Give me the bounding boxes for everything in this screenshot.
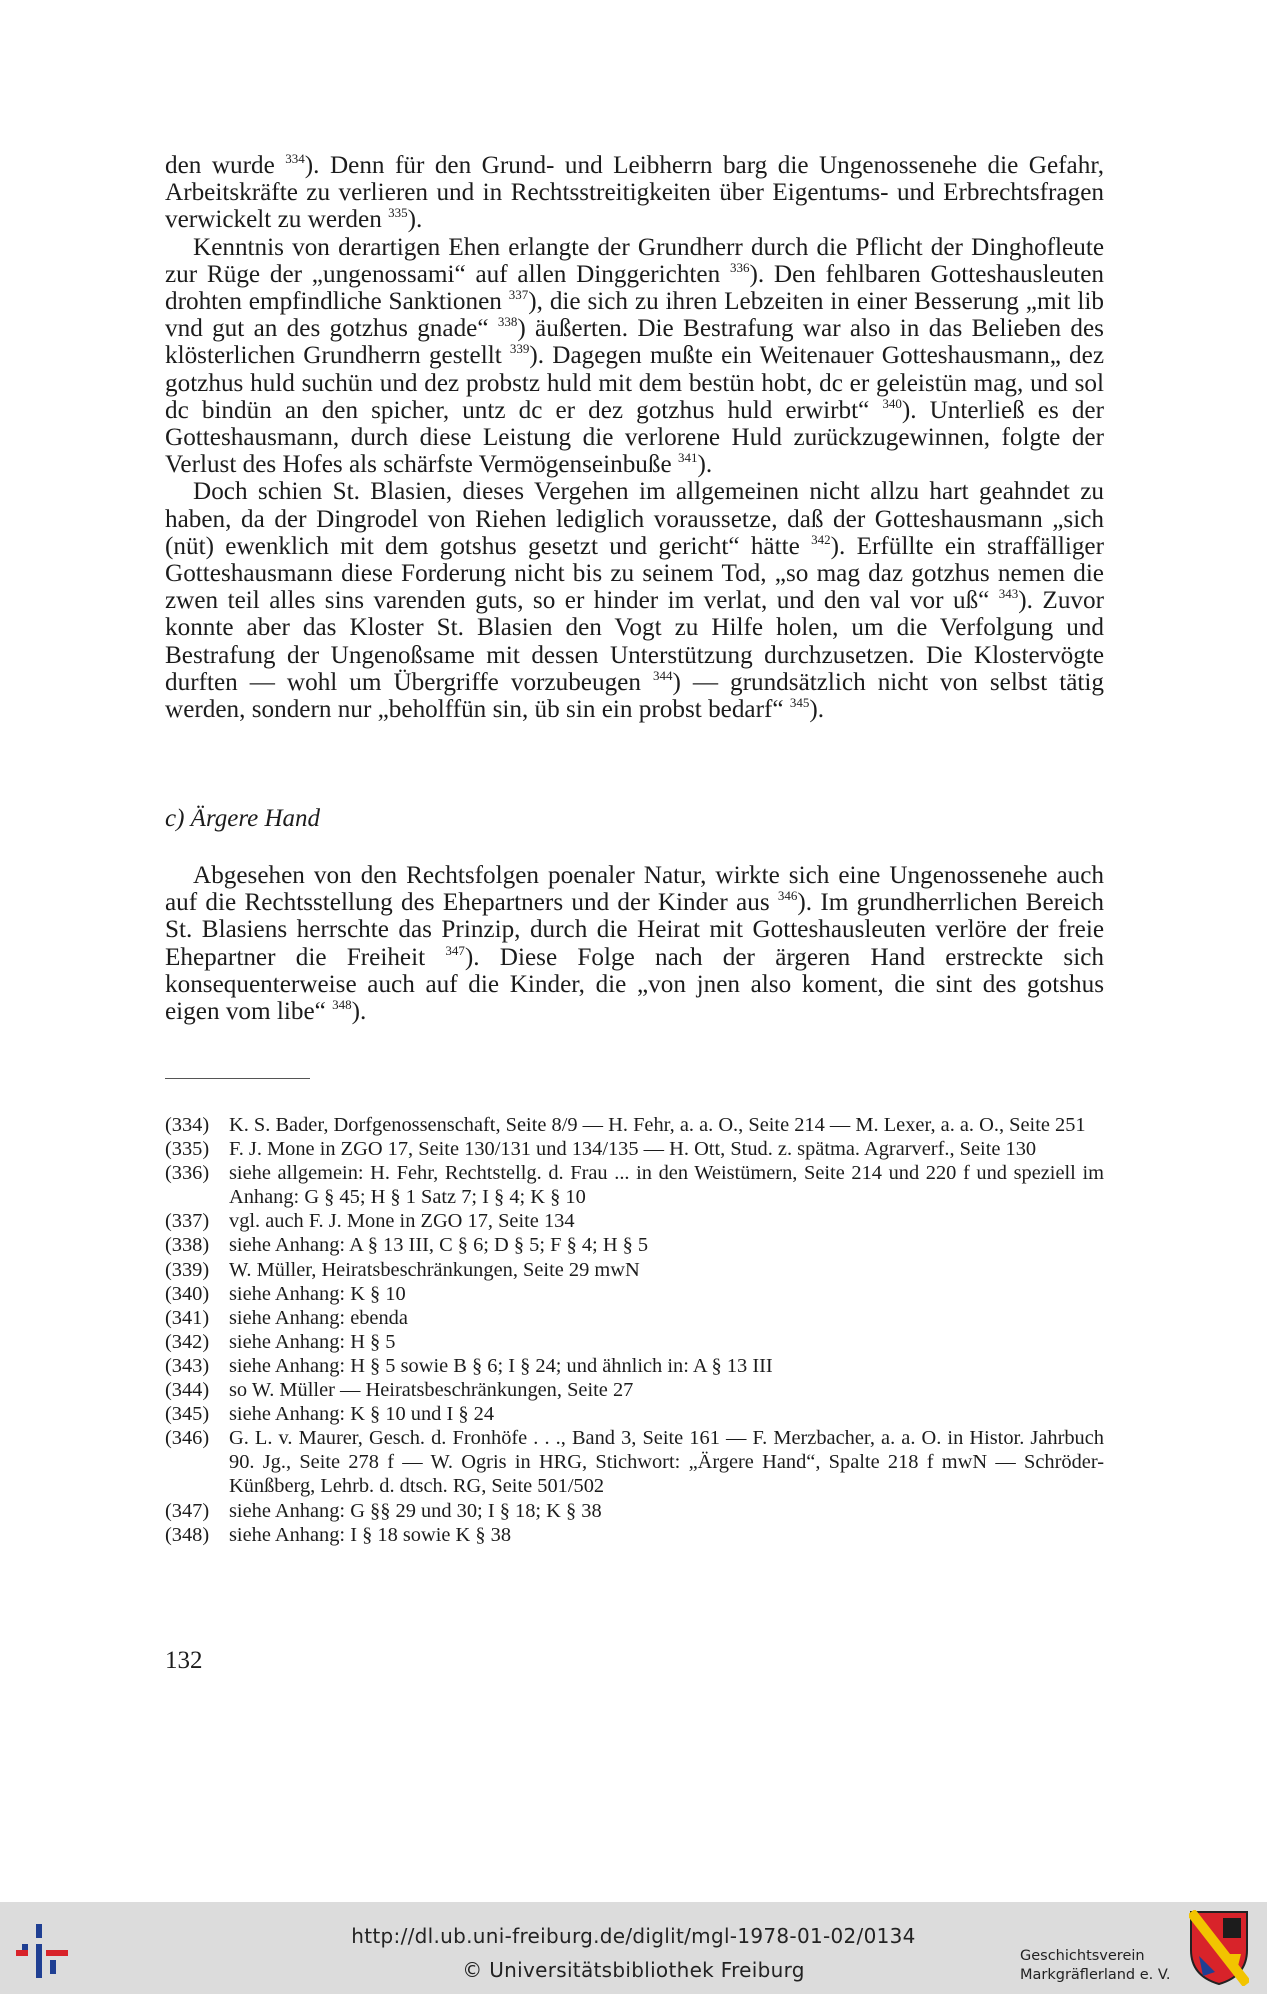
- footnote-text: vgl. auch F. J. Mone in ZGO 17, Seite 134: [229, 1210, 575, 1233]
- body-text-bottom: [165, 862, 1104, 1025]
- society-name-line2: Markgräflerland e. V.: [1020, 1967, 1171, 1983]
- paragraph: Abgesehen von den Rechtsfolgen poenaler Natur, wirkte sich eine Ungenossenehe auch auf die Rechtsstellung des Ehepartners und der Kinder aus $^{346}$). Im grundherrlichen Bereich St. Blasiens herrschte das Prinzip, durch die Heirat mit Gotteshausleuten verlöre der freie Ehepartner die Freiheit $^{347}$). Diese Folge nach der ärgeren Hand erstreckte sich konsequenterweise auch auf die Kinder, die „von jnen also koment, die sint des gotshus eigen vom libe“ $^{348}$).: [165, 862, 1104, 1026]
- footnote-ref: 346: [777, 888, 798, 904]
- footnote-number: (345): [165, 1403, 210, 1426]
- section-heading: c) Ärgere Hand: [165, 805, 321, 832]
- footnote-ref: 344: [652, 667, 673, 683]
- footnote: [165, 1209, 1104, 1233]
- footnote: [165, 1306, 1104, 1330]
- footnote-text: W. Müller, Heiratsbeschränkungen, Seite 29 mwN: [229, 1258, 640, 1281]
- coat-of-arms-icon: [1189, 1910, 1249, 1986]
- footnote-text: siehe Anhang: K § 10 und I § 24: [229, 1403, 495, 1426]
- copyright-text: © Universitätsbibliothek Freiburg: [462, 1958, 805, 1982]
- footnote-ref: 342: [811, 531, 831, 547]
- footnote-ref: 341: [677, 450, 698, 466]
- source-url-link[interactable]: http://dl.ub.uni-freiburg.de/diglit/mgl-1978-01-02/0134: [351, 1924, 916, 1948]
- footnote: [165, 1330, 1104, 1354]
- footnote-number: (334): [165, 1114, 210, 1136]
- footnote-text: siehe Anhang: ebenda: [229, 1306, 408, 1329]
- footnote: [165, 1499, 1104, 1523]
- footnote-rule: [165, 1078, 310, 1079]
- footnote-text: siehe Anhang: H § 5: [229, 1330, 396, 1353]
- footnote-number: (337): [165, 1210, 210, 1233]
- footnote-ref: 339: [509, 341, 530, 357]
- footnote-number: (340): [165, 1282, 210, 1305]
- paragraph: Doch schien St. Blasien, dieses Vergehen im allgemeinen nicht allzu hart geahndet zu haben, da der Dingrodel von Riehen lediglich voraussetze, daß der Gotteshausmann „sich (nüt) ewenklich mit dem gotshus gesetzt und gericht“ hätte $^{342}$). Erfüllte ein straffälliger Gotteshausmann diese Forderung nicht bis zu seinem Tod, „so mag daz gotzhus nemen die zwen teil alles sins varenden guts, so er hinder im verlat, und den val vor uß“ $^{343}$). Zuvor konnte aber das Kloster St. Blasien den Vogt zu Hilfe holen, um die Verfolgung und Bestrafung der Ungenoßsame mit dessen Unterstützung durchzusetzen. Die Klostervögte durften — wohl um Übergriffe vorzubeugen $^{344}$) — grundsätzlich nicht von selbst tätig werden, sondern nur „beholffün sin, üb sin ein probst bedarf“ $^{345}$).: [165, 478, 1104, 724]
- footnote-number: (343): [165, 1354, 210, 1377]
- footnote-text: siehe Anhang: I § 18 sowie K § 38: [229, 1523, 512, 1546]
- footnote: [165, 1378, 1104, 1402]
- footnote-number: (338): [165, 1234, 210, 1257]
- footnote-text: K. S. Bader, Dorfgenossenschaft, Seite 8/9 — H. Fehr, a. a. O., Seite 214 — M. Lexer, a. a. O., Seite 251: [229, 1114, 1086, 1136]
- footnote-ref: 340: [882, 395, 902, 411]
- footnote-number: (347): [165, 1499, 210, 1522]
- footnote-number: (342): [165, 1330, 210, 1353]
- footnote: [165, 1233, 1104, 1257]
- footnote: [165, 1426, 1104, 1498]
- footnote-number: (339): [165, 1258, 210, 1281]
- footnote-ref: 338: [497, 314, 518, 330]
- footnote-ref: 343: [998, 586, 1019, 602]
- footnote-number: (341): [165, 1306, 210, 1329]
- paragraph: Kenntnis von derartigen Ehen erlangte der Grundherr durch die Pflicht der Dinghofleute zur Rüge der „ungenossami“ auf allen Dinggerichten $^{336}$). Den fehlbaren Gotteshausleuten drohten empfindliche Sanktionen $^{337}$), die sich zu ihren Lebzeiten in einer Besserung „mit lib vnd gut an des gotzhus gnade“ $^{338}$) äußerten. Die Bestrafung war also in das Belieben des klösterlichen Grundherrn gestellt $^{339}$). Dagegen mußte ein Weitenauer Gotteshausmann„ dez gotzhus huld suchün und dez probstz huld mit dem bestün hobt, dc er geleistün mag, und sol dc bindün an den spicher, untz dc er dez gotzhus huld erwirbt“ $^{340}$). Unterließ es der Gotteshausmann, durch diese Leistung die verlorene Huld zurückzugewinnen, folgte der Verlust des Hofes als schärfste Vermögenseinbuße $^{341}$).: [165, 233, 1105, 479]
- viewer-footer: [0, 1902, 1267, 1994]
- footnotes: [165, 1113, 1104, 1547]
- footnote: [165, 1354, 1104, 1378]
- footnote-text: siehe Anhang: H § 5 sowie B § 6; I § 24; und ähnlich in: A § 13 III: [229, 1354, 773, 1377]
- footnote-number: (346): [165, 1427, 210, 1450]
- footnote-ref: 337: [508, 287, 529, 303]
- footnote: [165, 1161, 1104, 1209]
- footnote-text: so W. Müller — Heiratsbeschränkungen, Seite 27: [229, 1379, 634, 1402]
- footnote: [165, 1402, 1104, 1426]
- society-name: [1020, 1947, 1180, 1985]
- footnote-ref: 336: [729, 259, 750, 275]
- footnote-text: siehe Anhang: K § 10: [229, 1282, 406, 1305]
- footnote: [165, 1137, 1104, 1161]
- footnote-number: (348): [165, 1523, 210, 1546]
- society-name-line1: Geschichtsverein: [1020, 1948, 1145, 1964]
- footnote-text: siehe Anhang: G §§ 29 und 30; I § 18; K § 38: [229, 1499, 602, 1522]
- footnote-text: F. J. Mone in ZGO 17, Seite 130/131 und 134/135 — H. Ott, Stud. z. spätma. Agrarverf., Seite 130: [229, 1138, 1037, 1161]
- footnote-number: (336): [165, 1162, 210, 1185]
- body-text-top: [165, 152, 1104, 723]
- footnote: [165, 1523, 1104, 1547]
- paragraph: den wurde $^{334}$). Denn für den Grund- und Leibherrn barg die Ungenossenehe die Gefahr, Arbeitskräfte zu verlieren und in Rechtsstreitigkeiten über Eigentums- und Erbrechtsfragen verwickelt zu werden $^{335}$).: [165, 151, 1104, 234]
- footnote-text: siehe Anhang: A § 13 III, C § 6; D § 5; F § 4; H § 5: [229, 1234, 649, 1257]
- footnote-number: (344): [165, 1379, 210, 1402]
- footnote-text: siehe allgemein: H. Fehr, Rechtstellg. d. Frau ... in den Weistümern, Seite 214 und 220 f und speziell im Anhang: G § 45; H § 1 Satz 7; I § 4; K § 10: [229, 1162, 1104, 1209]
- footnote-number: (335): [165, 1138, 210, 1161]
- footnote: [165, 1282, 1104, 1306]
- footnote-text: G. L. v. Maurer, Gesch. d. Fronhöfe . . ., Band 3, Seite 161 — F. Merzbacher, a. a. O. in Histor. Jahrbuch 90. Jg., Seite 278 f — W. Ogris in HRG, Stichwort: „Ärgere Hand“, Spalte 218 f mwN — Schröder-Künßberg, Lehrb. d. dtsch. RG, Seite 501/502: [229, 1427, 1104, 1498]
- page-number: 132: [165, 1647, 203, 1674]
- footnote-ref: 345: [789, 695, 810, 711]
- footnote-ref: 335: [388, 205, 408, 221]
- footnote: [165, 1113, 1104, 1137]
- footnote: [165, 1258, 1104, 1282]
- footnote-ref: 347: [445, 942, 465, 958]
- footnote-ref: 348: [332, 997, 352, 1013]
- footnote-ref: 334: [285, 151, 305, 166]
